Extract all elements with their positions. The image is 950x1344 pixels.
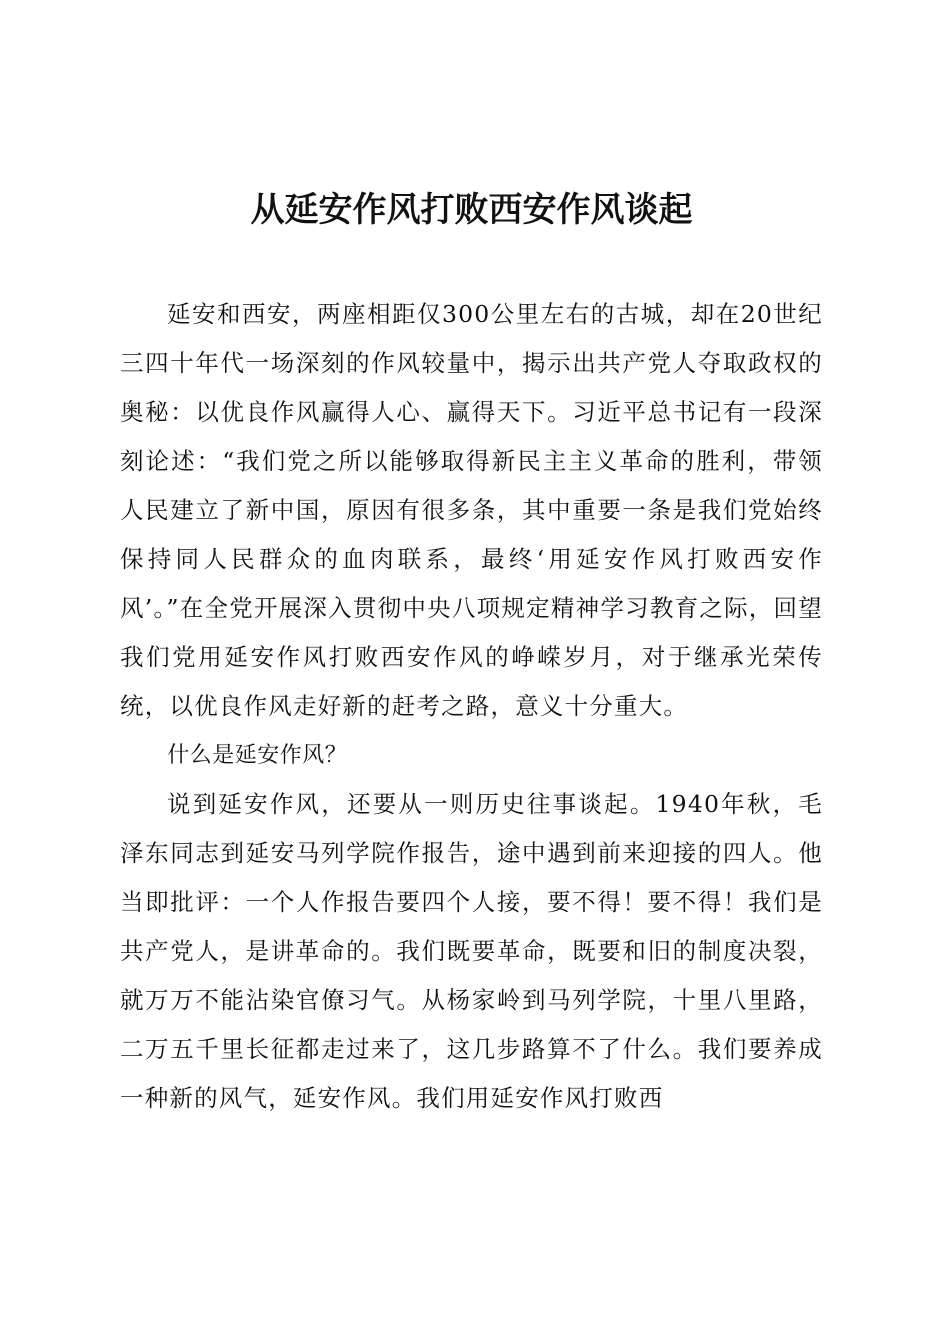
document-title: 从延安作风打败西安作风谈起 bbox=[250, 190, 693, 230]
paragraph-history: 说到延安作风，还要从一则历史往事谈起。1940年秋，毛泽东同志到延安马列学院作报告，途中遇到前来迎接的四人。他当即批评：一个人作报告要四个人接，要不得！要不得！我们是共产党人，是讲革命的。我们既要革命，既要和旧的制度决裂，就万万不能沾染官僚习气。从杨家岭到马列学院，十里八里路，二万五千里长征都走过来了，这几步路算不了什么。我们要养成一种新的风气，延安作风。我们用延安作风打败西 bbox=[120, 790, 823, 1112]
section-heading: 什么是延安作风？ bbox=[167, 743, 348, 768]
paragraph-intro: 延安和西安，两座相距仅300公里左右的古城，却在20世纪三四十年代一场深刻的作风较量中，揭示出共产党人夺取政权的奥秘：以优良作风赢得人心、赢得天下。习近平总书记有一段深刻论述：“我们党之所以能够取得新民主主义革命的胜利，带领人民建立了新中国，原因有很多条，其中重要一条是我们党始终保持同人民群众的血肉联系，最终‘用延安作风打败西安作风’。”在全党开展深入贯彻中央八项规定精神学习教育之际，回望我们党用延安作风打败西安作风的峥嵘岁月，对于继承光荣传统，以优良作风走好新的赶考之路，意义十分重大。 bbox=[120, 300, 823, 720]
document-body bbox=[120, 290, 823, 1123]
